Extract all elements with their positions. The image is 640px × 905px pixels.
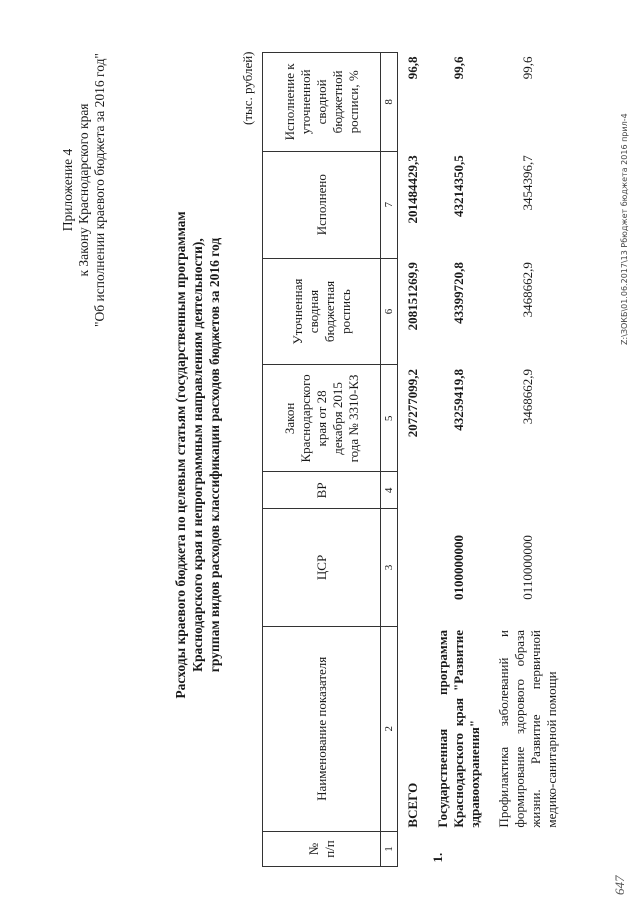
title-line-2: Краснодарского края и непрограммным направлениям деятельности),: [190, 238, 205, 672]
document-title: [172, 105, 223, 805]
row-refined: 43399720,8: [450, 262, 466, 324]
column-number-row: [381, 53, 398, 867]
row-executed: 3454396,7: [519, 155, 535, 211]
row-no: 1.: [429, 852, 445, 863]
row-name: Государственная программа Краснодарского края "Развитие здравоохранения": [434, 630, 482, 828]
table-row: [428, 53, 490, 867]
col-number: 7: [381, 151, 398, 258]
row-executed: 201484429,3: [404, 155, 420, 224]
col-number: 5: [381, 365, 398, 472]
row-csr: 0100000000: [450, 534, 466, 600]
col-number: 1: [381, 832, 398, 867]
row-law: 3468662,9: [519, 368, 535, 425]
row-refined: 3468662,9: [519, 262, 535, 318]
appendix-header: [60, 30, 108, 350]
row-law: 43259419,8: [450, 368, 466, 431]
units-label: (тыс. рублей): [240, 51, 255, 125]
row-vr: [428, 472, 490, 509]
table-row: [490, 53, 566, 867]
header-vr: ВР: [263, 472, 381, 509]
header-row: [263, 53, 381, 867]
expenses-table: [262, 52, 566, 867]
row-name: Профилактика заболеваний и формирование здорового образа жизни. Развитие первичной медико-санитарной помощи: [495, 630, 559, 828]
title-line-1: Расходы краевого бюджета по целевым статьям (государственным программам: [173, 211, 188, 699]
row-no: [398, 832, 428, 867]
row-law: 207277099,2: [404, 368, 420, 438]
header-percent: Исполнение к уточненной сводной бюджетной росписи, %: [263, 53, 381, 152]
row-executed: 43214350,5: [450, 155, 466, 217]
header-refined: Уточненная сводная бюджетная роспись: [263, 258, 381, 365]
row-percent: 99,6: [450, 56, 466, 80]
row-vr: [398, 472, 428, 509]
row-name: ВСЕГО: [404, 782, 420, 828]
header-name: Наименование показателя: [263, 626, 381, 832]
row-no: [490, 832, 566, 867]
appendix-line-3: "Об исполнении краевого бюджета за 2016 год": [92, 53, 107, 327]
row-percent: 96,8: [404, 56, 420, 80]
page-number: 647: [612, 875, 627, 895]
appendix-line-1: Приложение 4: [60, 148, 75, 232]
header-executed: Исполнено: [263, 151, 381, 258]
row-percent: 99,6: [519, 56, 535, 80]
col-number: 3: [381, 509, 398, 626]
col-number: 2: [381, 626, 398, 832]
row-csr: 0110000000: [519, 535, 535, 600]
header-csr: ЦСР: [263, 509, 381, 626]
row-csr: [398, 509, 428, 626]
col-number: 4: [381, 472, 398, 509]
appendix-line-2: к Закону Краснодарского края: [76, 103, 91, 277]
file-path-footer: Z:\ЗОКБ\01.06.2017\13 Рбюджет бюджета 2016 прил-4: [620, 113, 629, 345]
header-no: № п/п: [263, 832, 381, 867]
row-refined: 208151269,9: [404, 262, 420, 331]
row-vr: [490, 472, 566, 509]
header-law: Закон Краснодарского края от 28 декабря 2015 года № 3310-КЗ: [263, 365, 381, 472]
col-number: 6: [381, 258, 398, 365]
table-row-total: [398, 53, 428, 867]
col-number: 8: [381, 53, 398, 152]
title-line-3: группам видов расходов классификации расходов бюджетов за 2016 год: [207, 237, 222, 673]
